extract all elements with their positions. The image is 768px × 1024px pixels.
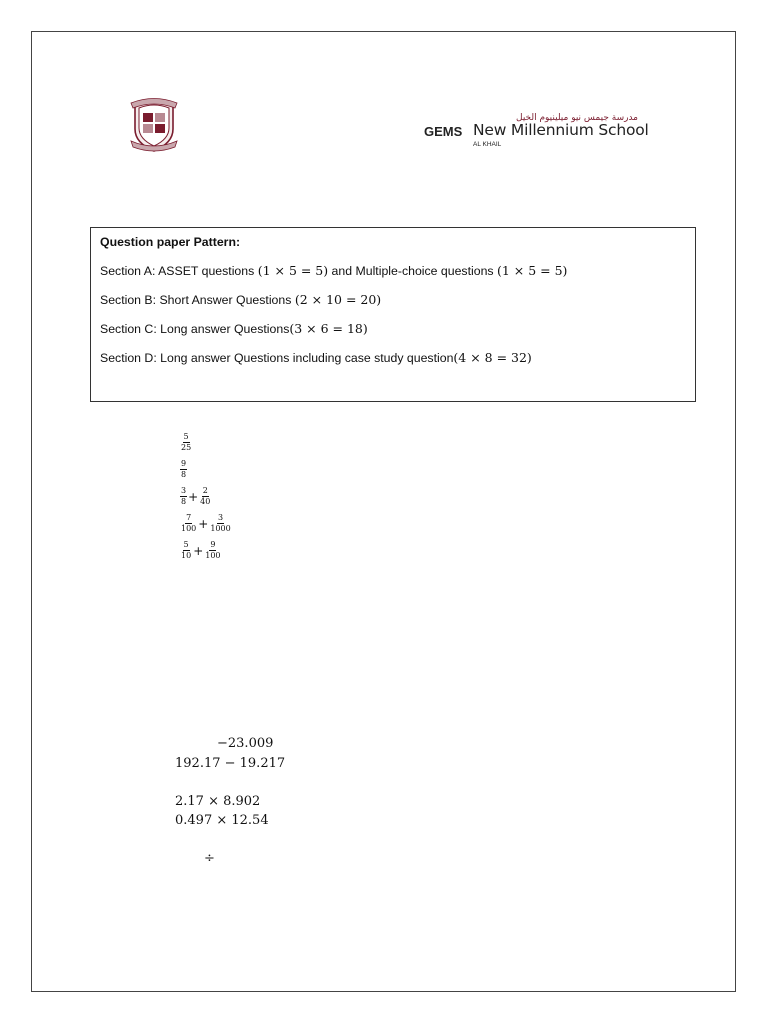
fraction-3: $\frac{3}{8}$ + $\frac{2}{40}$ bbox=[181, 486, 211, 506]
school-brand: GEMS bbox=[424, 124, 463, 139]
fraction-4: $\frac{7}{100}$ + $\frac{3}{1000}$ bbox=[181, 513, 231, 533]
question-pattern-box bbox=[90, 227, 696, 402]
fraction-5: $\frac{5}{10}$ + $\frac{9}{100}$ bbox=[181, 540, 221, 560]
expression-4: 0.497 × 12.54 bbox=[175, 813, 269, 828]
fraction-1: $\frac{5}{25}$ bbox=[181, 432, 192, 452]
pattern-section-a: Section A: ASSET questions (1 × 5 = 5) and Multiple-choice questions (1 × 5 = 5) bbox=[100, 263, 568, 278]
pattern-section-d: Section D: Long answer Questions including case study question(4 × 8 = 32) bbox=[100, 350, 532, 365]
school-branch: AL KHAIL bbox=[473, 141, 502, 148]
expression-3: 2.17 × 8.902 bbox=[175, 794, 261, 809]
expression-5: ÷ bbox=[204, 851, 215, 866]
pattern-title: Question paper Pattern: bbox=[100, 235, 241, 249]
document-page bbox=[31, 31, 736, 992]
school-name-arabic: مدرسة جيمس نيو ميلينيوم الخيل bbox=[516, 113, 638, 123]
expression-2: 192.17 − 19.217 bbox=[175, 756, 286, 771]
pattern-section-c: Section C: Long answer Questions(3 × 6 = 18) bbox=[100, 321, 368, 336]
pattern-section-b: Section B: Short Answer Questions (2 × 10 = 20) bbox=[100, 292, 382, 307]
fraction-2: $\frac{9}{8}$ bbox=[181, 459, 187, 479]
school-name-logo bbox=[424, 113, 649, 153]
expression-1: −23.009 bbox=[217, 736, 274, 751]
school-crest-logo bbox=[127, 95, 181, 153]
school-name: New Millennium School bbox=[473, 121, 649, 139]
